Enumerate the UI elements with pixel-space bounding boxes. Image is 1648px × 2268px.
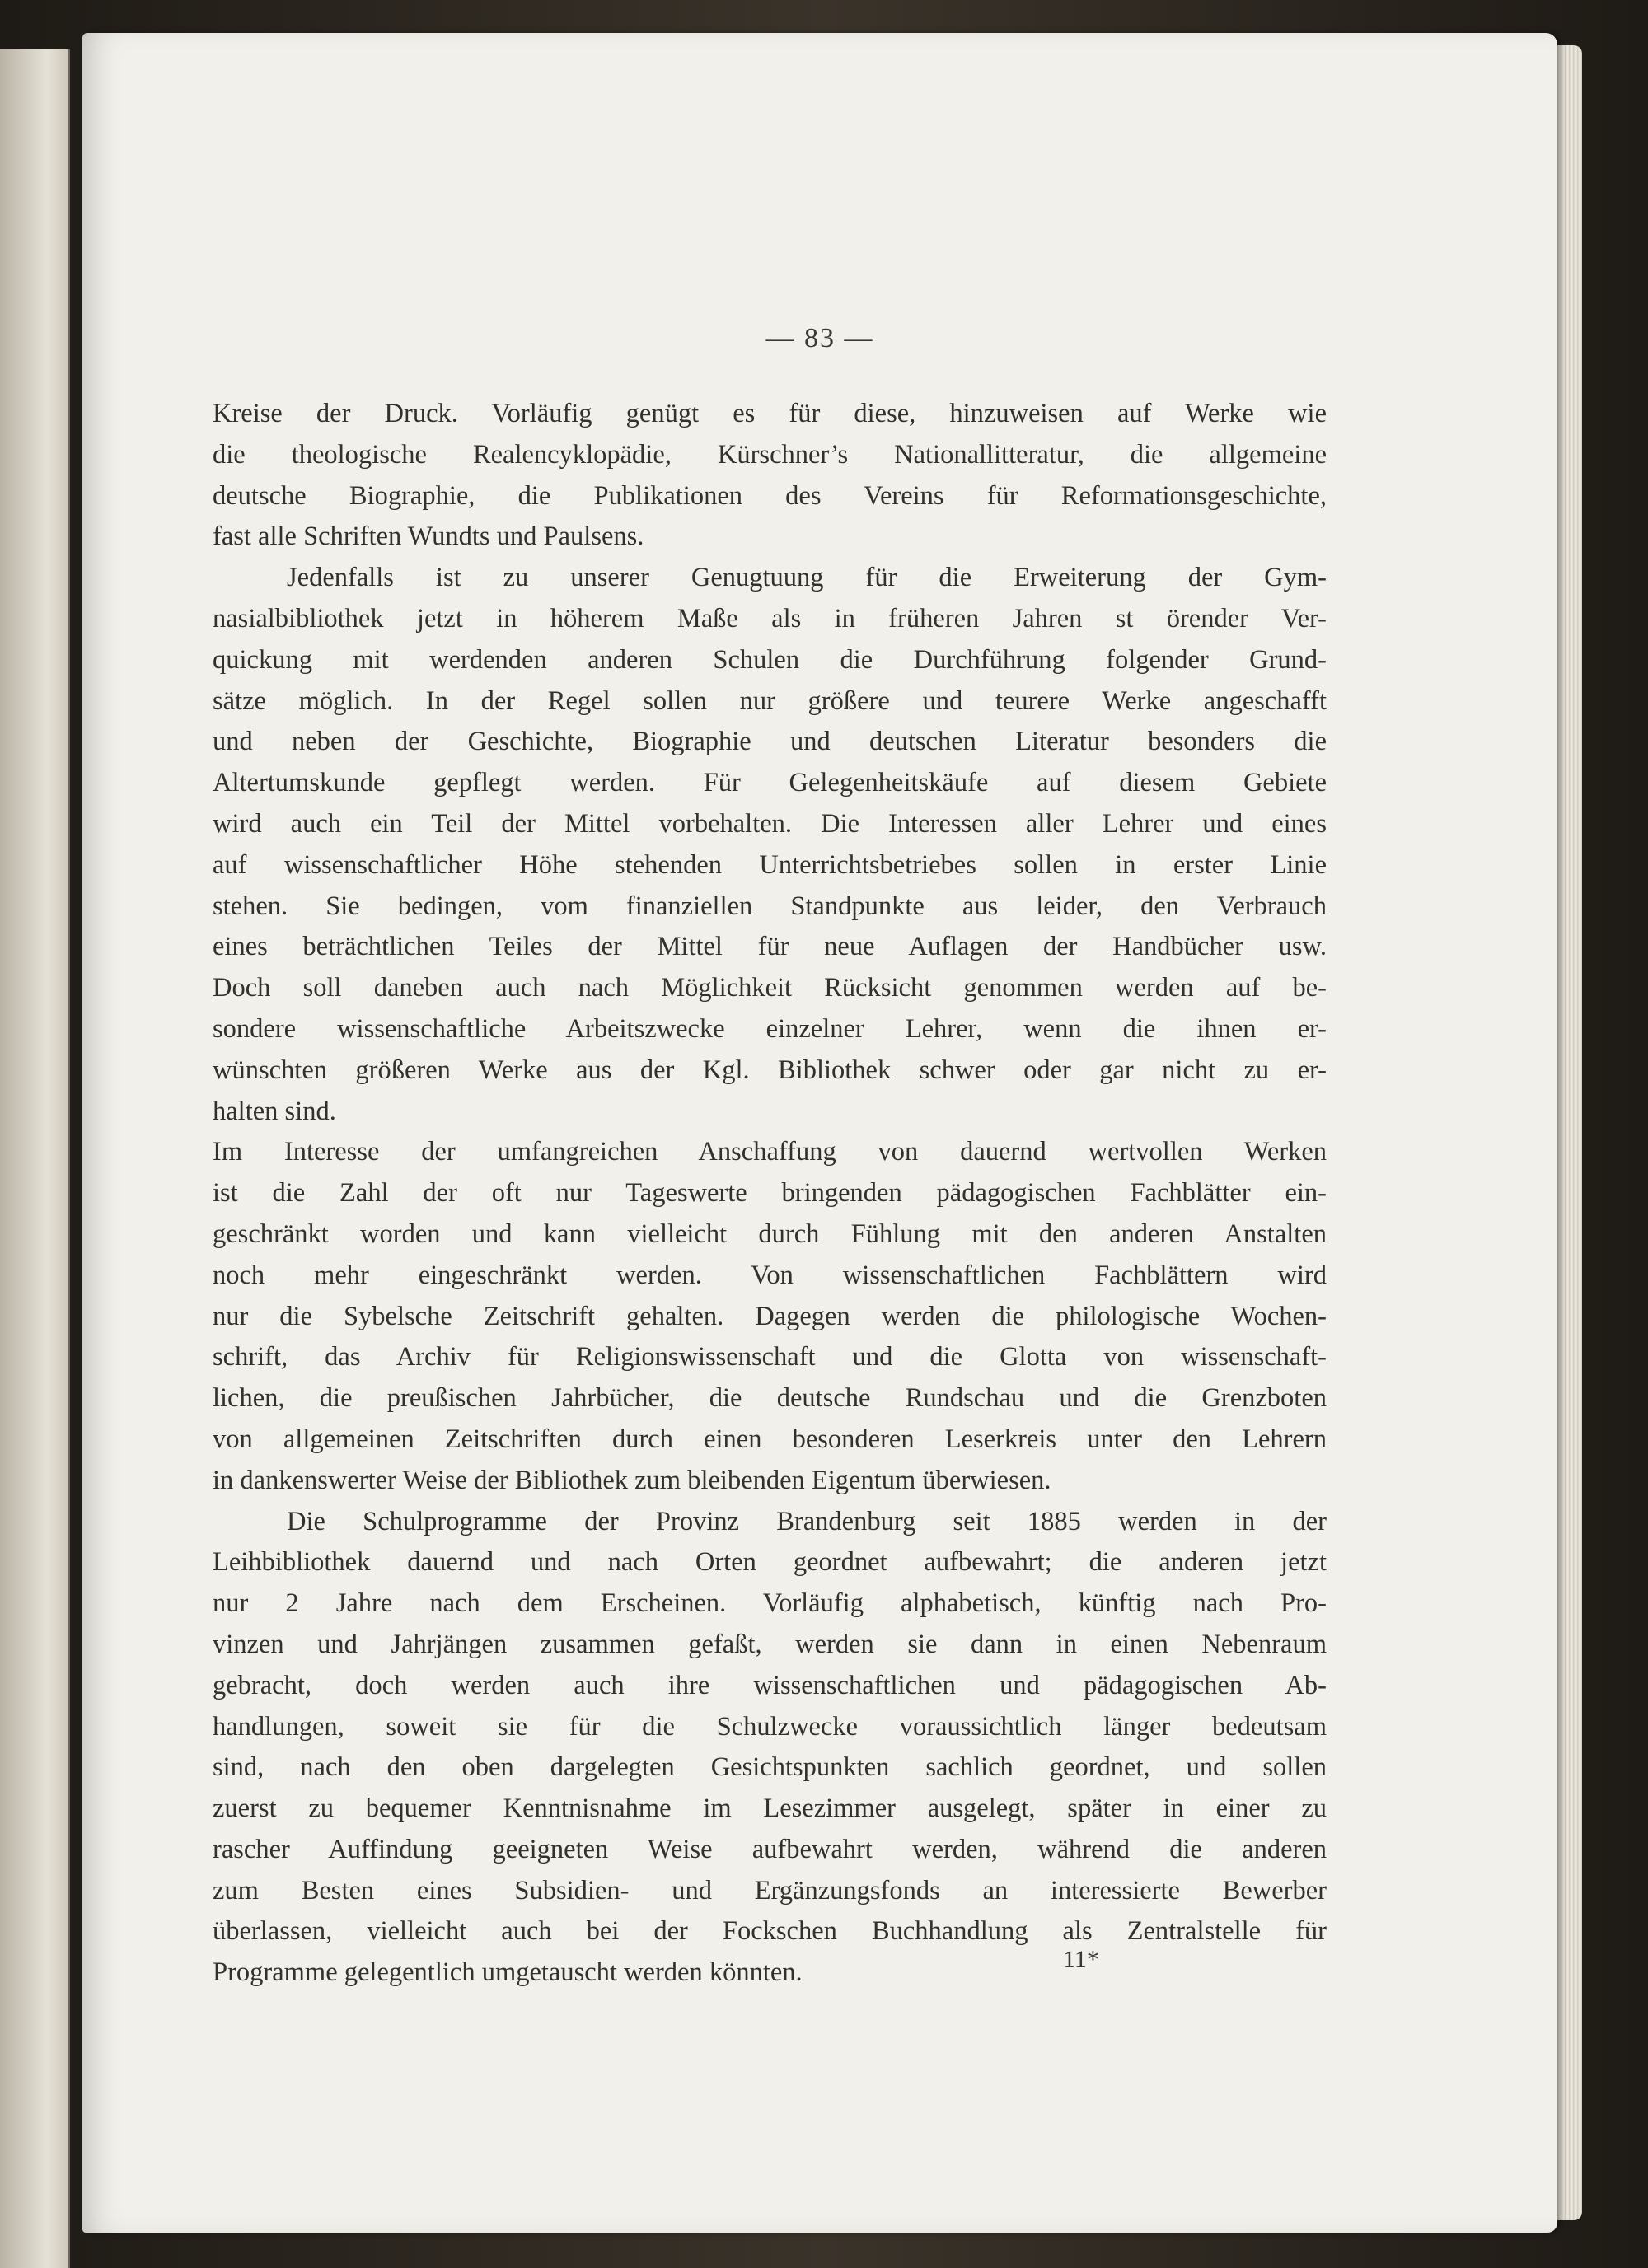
body-text [213, 394, 1327, 1994]
text-line: Kreise der Druck. Vorläufig genügt es für diese, hinzuweisen auf Werke wie [213, 399, 1327, 428]
text-line: stehen. Sie bedingen, vom finanziellen Standpunkte aus leider, den Verbrauch [213, 891, 1327, 921]
text-line: lichen, die preußischen Jahrbücher, die deutsche Rundschau und die Grenzboten [213, 1383, 1327, 1414]
text-line: nur die Sybelsche Zeitschrift gehalten. Dagegen werden die philologische Wochen- [213, 1301, 1327, 1331]
facing-page-edge [0, 49, 70, 2268]
text-line: geschränkt worden und kann vielleicht durch Fühlung mit den anderen Anstalten [213, 1218, 1327, 1249]
text-line: Jedenfalls ist zu unserer Genugtuung für die Erweiterung der Gym- [287, 563, 1327, 593]
signature-mark: 11* [1063, 1946, 1099, 1973]
text-line: deutsche Biographie, die Publikationen des Vereins für Reformationsgeschichte, [213, 480, 1327, 511]
text-line: rascher Auffindung geeigneten Weise aufbewahrt werden, während die anderen [213, 1834, 1327, 1864]
text-line: wird auch ein Teil der Mittel vorbehalten. Die Interessen aller Lehrer und eines [213, 808, 1327, 839]
text-line: in dankenswerter Weise der Bibliothek zum bleibenden Eigentum überwiesen. [213, 1465, 1051, 1495]
text-line: noch mehr eingeschränkt werden. Von wissenschaftlichen Fachblättern wird [213, 1260, 1327, 1290]
text-line: sind, nach den oben dargelegten Gesichtspunkten sachlich geordnet, und sollen [213, 1752, 1327, 1783]
text-line: quickung mit werdenden anderen Schulen die Durchführung folgender Grund- [213, 644, 1327, 675]
text-line: eines beträchtlichen Teiles der Mittel für neue Auflagen der Handbücher usw. [213, 932, 1327, 962]
text-line: zum Besten eines Subsidien- und Ergänzungsfonds an interessierte Bewerber [213, 1875, 1327, 1906]
text-line: Leihbibliothek dauernd und nach Orten geordnet aufbewahrt; die anderen jetzt [213, 1547, 1327, 1578]
text-line: schrift, das Archiv für Religionswissenschaft und die Glotta von wissenschaft- [213, 1342, 1327, 1372]
page-number-header: — 83 — [765, 323, 874, 353]
text-line: Im Interesse der umfangreichen Anschaffung von dauernd wertvollen Werken [213, 1137, 1327, 1167]
text-line: sätze möglich. In der Regel sollen nur größere und teurere Werke angeschafft [213, 685, 1327, 716]
text-line: Die Schulprogramme der Provinz Brandenburg seit 1885 werden in der [287, 1506, 1327, 1536]
text-line: sondere wissenschaftliche Arbeitszwecke einzelner Lehrer, wenn die ihnen er- [213, 1013, 1327, 1044]
text-line: Programme gelegentlich umgetauscht werden könnten. [213, 1957, 803, 1988]
text-line: Altertumskunde gepflegt werden. Für Gelegenheitskäufe auf diesem Gebiete [213, 768, 1327, 798]
text-line: nur 2 Jahre nach dem Erscheinen. Vorläufig alphabetisch, künftig nach Pro- [213, 1588, 1327, 1619]
text-line: handlungen, soweit sie für die Schulzwecke voraussichtlich länger bedeutsam [213, 1711, 1327, 1742]
text-line: ist die Zahl der oft nur Tageswerte bringenden pädagogischen Fachblätter ein- [213, 1178, 1327, 1209]
text-line: nasialbibliothek jetzt in höherem Maße als in früheren Jahren st örender Ver- [213, 603, 1327, 634]
text-line: Doch soll daneben auch nach Möglichkeit Rücksicht genommen werden auf be- [213, 973, 1327, 1003]
text-line: vinzen und Jahrjängen zusammen gefaßt, werden sie dann in einen Nebenraum [213, 1629, 1327, 1659]
text-line: von allgemeinen Zeitschriften durch einen besonderen Leserkreis unter den Lehrern [213, 1424, 1327, 1454]
text-line: und neben der Geschichte, Biographie und deutschen Literatur besonders die [213, 727, 1327, 757]
text-line: überlassen, vielleicht auch bei der Fockschen Buchhandlung als Zentralstelle für [213, 1916, 1327, 1947]
text-line: wünschten größeren Werke aus der Kgl. Bibliothek schwer oder gar nicht zu er- [213, 1055, 1327, 1085]
book-page [82, 33, 1557, 2233]
text-line: zuerst zu bequemer Kenntnisnahme im Lesezimmer ausgelegt, später in einer zu [213, 1793, 1327, 1824]
text-line: fast alle Schriften Wundts und Paulsens. [213, 521, 644, 552]
text-line: halten sind. [213, 1096, 336, 1126]
text-line: auf wissenschaftlicher Höhe stehenden Unterrichtsbetriebes sollen in erster Linie [213, 849, 1327, 880]
text-line: die theologische Realencyklopädie, Kürschner’s Nationallitteratur, die allgemeine [213, 439, 1327, 470]
text-line: gebracht, doch werden auch ihre wissenschaftlichen und pädagogischen Ab- [213, 1670, 1327, 1700]
